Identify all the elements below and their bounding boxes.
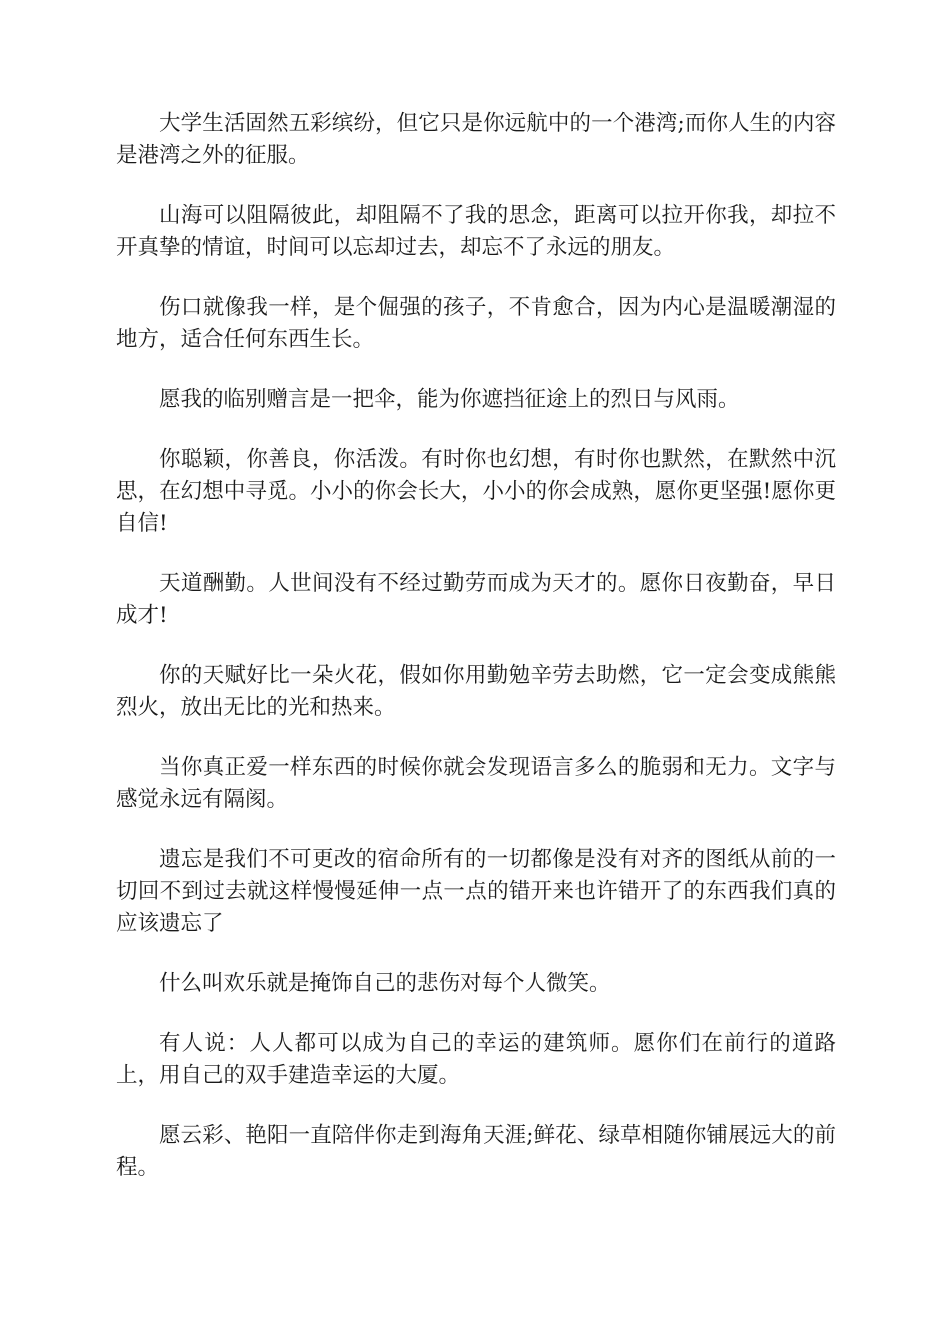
paragraph-7: 你的天赋好比一朵火花，假如你用勤勉辛劳去助燃，它一定会变成熊熊烈火，放出无比的光和热来。 xyxy=(116,663,836,720)
paragraph-4: 愿我的临别赠言是一把伞，能为你遮挡征途上的烈日与风雨。 xyxy=(159,387,740,412)
paragraph-10: 什么叫欢乐就是掩饰自己的悲伤对每个人微笑。 xyxy=(159,971,611,996)
paragraph-3: 伤口就像我一样，是个倔强的孩子，不肯愈合，因为内心是温暖潮湿的地方，适合任何东西生长。 xyxy=(116,295,836,352)
paragraph-8: 当你真正爱一样东西的时候你就会发现语言多么的脆弱和无力。文字与感觉永远有隔阂。 xyxy=(116,755,836,812)
document-page xyxy=(116,108,836,1212)
paragraph-12: 愿云彩、艳阳一直陪伴你走到海角天涯;鲜花、绿草相随你铺展远大的前程。 xyxy=(116,1123,836,1180)
paragraph-9: 遗忘是我们不可更改的宿命所有的一切都像是没有对齐的图纸从前的一切回不到过去就这样慢慢延伸一点一点的错开来也许错开了的东西我们真的应该遗忘了 xyxy=(116,847,836,936)
paragraph-6: 天道酬勤。人世间没有不经过勤劳而成为天才的。愿你日夜勤奋，早日成才! xyxy=(116,571,836,628)
paragraph-2: 山海可以阻隔彼此，却阻隔不了我的思念，距离可以拉开你我，却拉不开真挚的情谊，时间可以忘却过去，却忘不了永远的朋友。 xyxy=(116,203,836,260)
paragraph-11: 有人说：人人都可以成为自己的幸运的建筑师。愿你们在前行的道路上，用自己的双手建造幸运的大厦。 xyxy=(116,1031,836,1088)
paragraph-5: 你聪颖，你善良，你活泼。有时你也幻想，有时你也默然，在默然中沉思，在幻想中寻觅。小小的你会长大，小小的你会成熟，愿你更坚强!愿你更自信! xyxy=(116,447,836,536)
paragraph-1: 大学生活固然五彩缤纷，但它只是你远航中的一个港湾;而你人生的内容是港湾之外的征服。 xyxy=(116,111,836,168)
